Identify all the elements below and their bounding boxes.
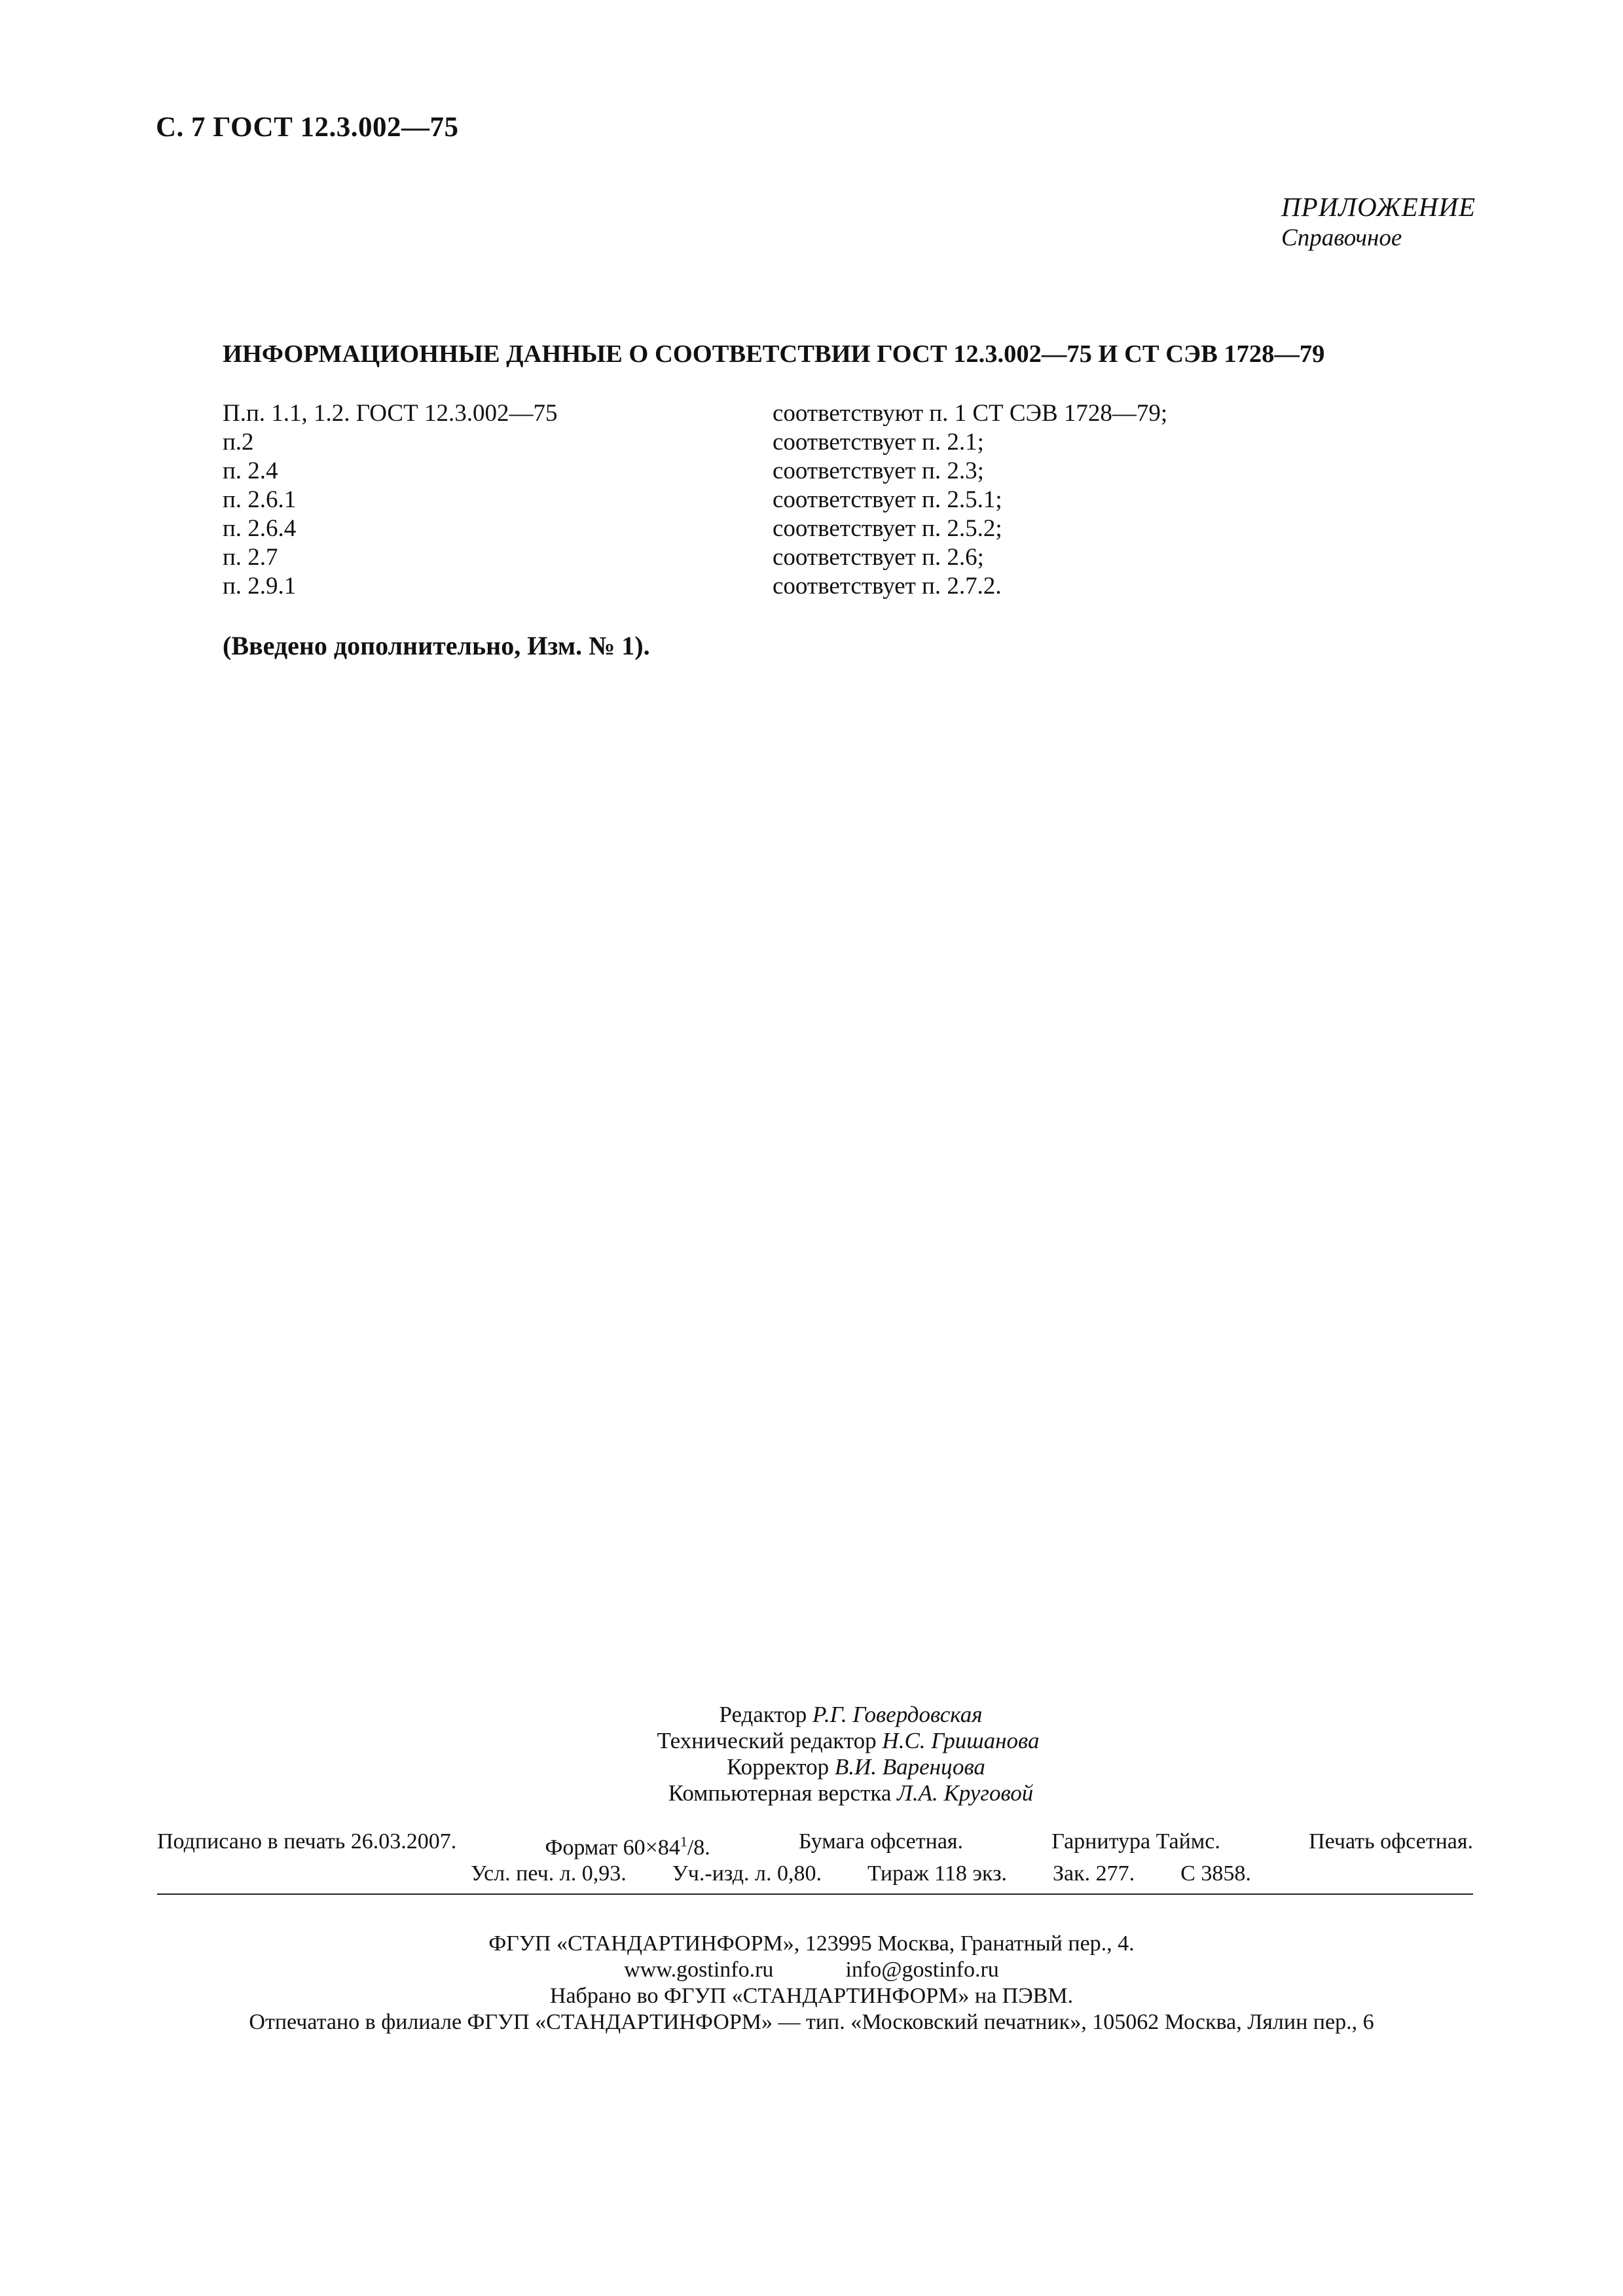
correspondence-row xyxy=(223,572,1167,601)
gost-clause: п. 2.7 xyxy=(223,544,278,571)
signed-date: Подписано в печать 26.03.2007. xyxy=(157,1829,457,1854)
appendix-type: Справочное xyxy=(1281,224,1402,251)
sev-clause: соответствует п. 2.7.2. xyxy=(773,573,1002,600)
credit-role: Редактор xyxy=(719,1702,807,1727)
credit-role: Компьютерная верстка xyxy=(668,1780,892,1806)
publisher-info xyxy=(0,1931,1623,2036)
print-run: Тираж 118 экз. xyxy=(867,1861,1008,1886)
correspondence-row xyxy=(223,428,1167,457)
credit-name: Р.Г. Говердовская xyxy=(812,1702,983,1727)
credit-layout xyxy=(0,1780,1623,1806)
divider-line xyxy=(157,1893,1473,1895)
credit-editor xyxy=(0,1702,1623,1728)
gost-clause: п. 2.6.4 xyxy=(223,515,297,542)
typeset-note: Набрано во ФГУП «СТАНДАРТИНФОРМ» на ПЭВМ. xyxy=(549,1984,1074,2008)
sev-clause: соответствует п. 2.5.2; xyxy=(773,515,1002,542)
sev-clause: соответствует п. 2.5.1; xyxy=(773,486,1002,513)
sev-clause: соответствует п. 2.6; xyxy=(773,544,984,571)
appendix-label: ПРИЛОЖЕНИЕ xyxy=(1281,192,1476,222)
gost-clause: п. 2.6.1 xyxy=(223,486,297,513)
order-number: Зак. 277. xyxy=(1053,1861,1135,1886)
publisher-address: ФГУП «СТАНДАРТИНФОРМ», 123995 Москва, Гранатный пер., 4. xyxy=(488,1931,1135,1956)
gost-clause: П.п. 1.1, 1.2. ГОСТ 12.3.002—75 xyxy=(223,400,558,427)
paper-format: Формат $60\times 84^1/8$. xyxy=(545,1833,710,1860)
sev-clause: соответствуют п. 1 СТ СЭВ 1728—79; xyxy=(773,400,1168,427)
correspondence-row xyxy=(223,543,1167,572)
credit-role: Технический редактор xyxy=(657,1728,877,1753)
sev-clause: соответствует п. 2.1; xyxy=(773,429,984,456)
correspondence-row xyxy=(223,514,1167,543)
correspondence-row xyxy=(223,486,1167,514)
sev-clause: соответствует п. 2.3; xyxy=(773,457,984,484)
editorial-credits xyxy=(0,1702,1623,1806)
correspondence-row xyxy=(223,457,1167,486)
print-details-line xyxy=(157,1829,1473,1861)
conventional-sheets: Усл. печ. л. 0,93. xyxy=(471,1861,627,1886)
amendment-note: (Введено дополнительно, Изм. № 1). xyxy=(223,631,650,660)
publisher-contacts xyxy=(0,1957,1623,1983)
typeface: Гарнитура Таймс. xyxy=(1051,1829,1220,1854)
credit-name: Л.А. Круговой xyxy=(897,1780,1034,1806)
credit-proofreader xyxy=(0,1754,1623,1780)
gost-clause: п. 2.4 xyxy=(223,457,278,484)
print-details-line xyxy=(157,1861,1473,1887)
website-link[interactable]: www.gostinfo.ru xyxy=(624,1958,774,1982)
printing-method: Печать офсетная. xyxy=(1309,1829,1473,1854)
credit-role: Корректор xyxy=(727,1754,830,1780)
appendix-heading xyxy=(1281,191,1476,252)
credit-name: Н.С. Гришанова xyxy=(882,1728,1040,1753)
correspondence-list xyxy=(223,399,1167,601)
paper-type: Бумага офсетная. xyxy=(799,1829,964,1854)
correspondence-row xyxy=(223,399,1167,428)
credit-name: В.И. Варенцова xyxy=(834,1754,985,1780)
credit-tech-editor xyxy=(0,1728,1623,1754)
printed-note: Отпечатано в филиале ФГУП «СТАНДАРТИНФОРМ» — тип. «Московский печатник», 105062 Москва, Лялин пер., 6 xyxy=(249,2010,1374,2034)
print-details xyxy=(157,1829,1473,1887)
gost-clause: п.2 xyxy=(223,429,254,456)
page-header: С. 7 ГОСТ 12.3.002—75 xyxy=(156,112,459,143)
publishing-sheets: Уч.-изд. л. 0,80. xyxy=(672,1861,822,1886)
section-title: ИНФОРМАЦИОННЫЕ ДАННЫЕ О СООТВЕТСТВИИ ГОСТ 12.3.002—75 И СТ СЭВ 1728—79 xyxy=(223,340,1325,368)
email-link[interactable]: info@gostinfo.ru xyxy=(845,1958,999,1982)
gost-clause: п. 2.9.1 xyxy=(223,573,297,600)
code-number: С 3858. xyxy=(1180,1861,1251,1886)
